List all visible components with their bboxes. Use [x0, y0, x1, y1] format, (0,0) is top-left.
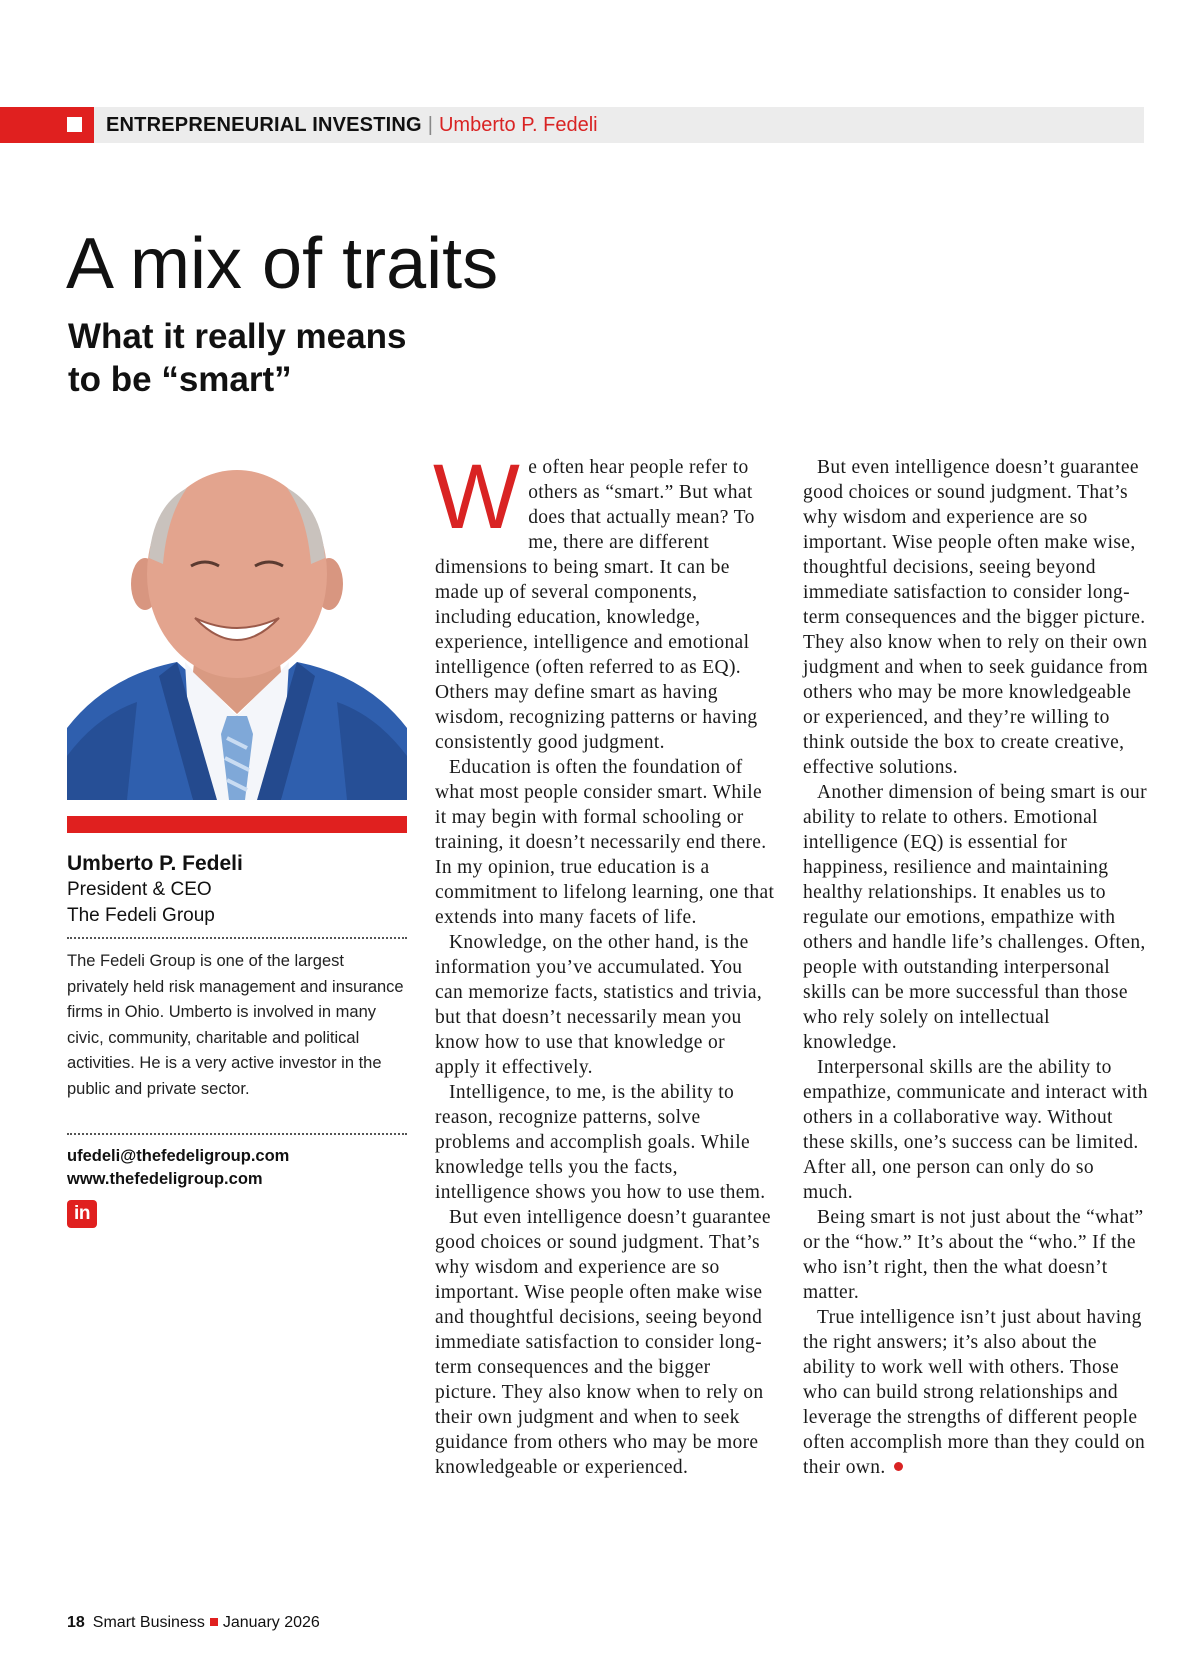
section-header	[106, 112, 598, 138]
article-paragraph: But even intelligence doesn’t guarantee good choices or sound judgment. That’s why wisdom and experience are so important. Wise people often make wise, thoughtful decisions, seeing beyond immediate satisfaction to consider long-term consequences and the bigger picture. They also know when to rely on their own judgment and when to seek guidance from others who may be more knowledgeable or experienced, and they’re willing to think outside the box to create creative, effective solutions.	[803, 457, 1149, 778]
bio-description: The Fedeli Group is one of the largest privately held risk management and insurance firms in Ohio. Umberto is involved in many civic, community, charitable and political activities. He is a very active investor in the public and private sector.	[67, 952, 404, 1098]
article-paragraph: We often hear people refer to others as “smart.” But what does that actually mean? To me, there are different dimensions to being smart. It can be made up of several components, including education, knowledge, experience, intelligence and emotional intelligence (often referred to as EQ). Others may define smart as having wisdom, recognizing patterns or having consistently good judgment.	[433, 446, 758, 753]
subtitle-line-1: What it really means	[68, 317, 407, 356]
article-column-2	[803, 455, 1149, 1480]
bio-email-link[interactable]: ufedeli@thefedeligroup.com	[67, 1147, 290, 1165]
bio-website-link[interactable]: www.thefedeligroup.com	[67, 1170, 263, 1188]
subtitle-line-2: to be “smart”	[68, 360, 292, 399]
header-separator: |	[427, 114, 433, 136]
page-number: 18	[67, 1614, 85, 1631]
linkedin-icon[interactable]: in	[67, 1200, 97, 1228]
issue-date: January 2026	[222, 1614, 320, 1631]
bio-name: Umberto P. Fedeli	[67, 852, 243, 875]
page-footer	[67, 1613, 320, 1633]
bio-company: The Fedeli Group	[67, 905, 215, 926]
bio-role: President & CEO	[67, 879, 212, 900]
author-photo	[67, 466, 407, 800]
section-label: ENTREPRENEURIAL INVESTING	[106, 114, 422, 136]
photo-accent-bar	[67, 816, 407, 833]
section-square-icon	[67, 117, 82, 132]
bio-divider-top	[67, 937, 407, 939]
publication-name: Smart Business	[92, 1614, 205, 1631]
article-paragraph: True intelligence isn’t just about having the right answers; it’s also about the ability to work well with others. Those who can build strong relationships and leverage the strengths of different people often accomplish more than they could on their own.	[803, 1307, 1146, 1478]
article-paragraph: Another dimension of being smart is our ability to relate to others. Emotional intelligence (EQ) is essential for happiness, resilience and maintaining healthy relationships. It enables us to regulate our emotions, empathize with others and handle life’s challenges. Often, people with outstanding interpersonal skills can be more successful than those who rely solely on intellectual knowledge.	[803, 782, 1147, 1053]
bio-divider-bottom	[67, 1133, 407, 1135]
drop-cap: W	[433, 446, 521, 548]
article-subtitle	[68, 315, 488, 401]
end-mark-icon	[894, 1462, 903, 1471]
footer-square-icon	[210, 1618, 218, 1626]
header-author: Umberto P. Fedeli	[438, 114, 598, 136]
article-paragraph: Being smart is not just about the “what” or the “how.” It’s about the “who.” If the who isn’t right, then the what doesn’t matter.	[803, 1207, 1144, 1303]
article-column-1	[433, 446, 775, 1480]
article-paragraph: Knowledge, on the other hand, is the information you’ve accumulated. You can memorize facts, statistics and trivia, but that doesn’t necessarily mean you know how to use that knowledge or apply it effectively.	[435, 932, 763, 1078]
article-title: A mix of traits	[66, 224, 499, 304]
article-paragraph: Education is often the foundation of what most people consider smart. While it may begin with formal schooling or training, it doesn’t necessarily end there. In my opinion, true education is a commitment to lifelong learning, one that extends into many facets of life.	[435, 757, 775, 928]
article-paragraph: Interpersonal skills are the ability to empathize, communicate and interact with others in a collaborative way. Without these skills, one’s success can be limited. After all, one person can only do so much.	[803, 1057, 1148, 1203]
article-paragraph: Intelligence, to me, is the ability to reason, recognize patterns, solve problems and accomplish goals. While knowledge tells you the facts, intelligence shows you how to use them.	[435, 1082, 766, 1203]
article-paragraph: But even intelligence doesn’t guarantee good choices or sound judgment. That’s why wisdom and experience are so important. Wise people often make wise and thoughtful decisions, seeing beyond immediate satisfaction to consider long-term consequences and the bigger picture. They also know when to rely on their own judgment and when to seek guidance from others who may be more knowledgeable or experienced.	[435, 1207, 771, 1478]
